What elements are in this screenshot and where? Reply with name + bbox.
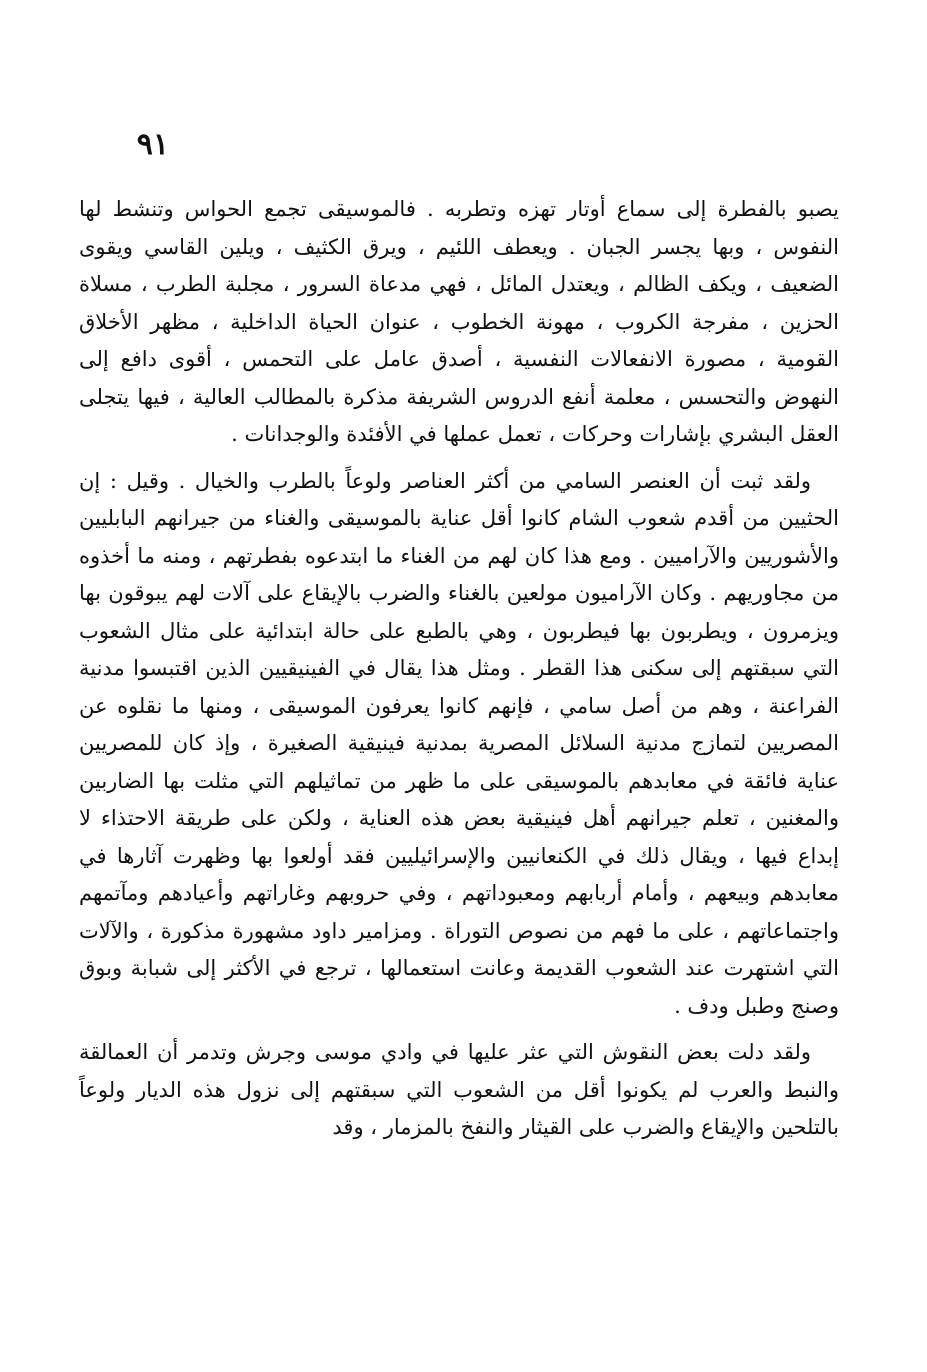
paragraph-semitic-peoples: ولقد ثبت أن العنصر السامي من أكثر العناصر ولوعاً بالطرب والخيال . وقيل : إن الحثيين من أقدم شعوب الشام كانوا أقل عناية بالموسيقى والغناء من جيرانهم البابليين والأشوريين والآراميين . ومع هذا كان لهم من الغناء ما ابتدعوه بفطرتهم ، ومنه ما أخذوه من مجاوريهم . وكان الآراميون مولعين بالغناء والضرب بالإيقاع على آلات لهم يبوقون بها ويزمرون ، ويطربون بها فيطربون ، وهي بالطبع على حالة ابتدائية على مثال الشعوب التي سبقتهم إلى سكنى هذا القطر . ومثل هذا يقال في الفينيقيين الذين اقتبسوا مدنية الفراعنة ، وهم من أصل سامي ، فإنهم كانوا يعرفون الموسيقى ، ومنها ما نقلوه عن المصريين لتمازج مدنية السلائل المصرية بمدنية فينيقية الصغيرة ، وإذ كان للمصريين عناية فائقة في معابدهم بالموسيقى على ما ظهر من تماثيلهم التي مثلت بها الضاربين والمغنين ، تعلم جيرانهم أهل فينيقية بعض هذه العناية ، ولكن على طريقة الاحتذاء لا إبداع فيها ، ويقال ذلك في الكنعانيين والإسرائيليين فقد أولعوا بها وظهرت آثارها في معابدهم وبيعهم ، وأمام أربابهم ومعبوداتهم ، وفي حروبهم وغاراتهم وأعيادهم ومآتمهم واجتماعاتهم ، على ما فهم من نصوص التوراة . ومزامير داود مشهورة مذكورة ، والآلات التي اشتهرت عند الشعوب القديمة وعانت استعمالها ، ترجع في الأكثر إلى شبابة وبوق وصنج وطبل ودف .	[79, 468, 839, 1018]
body-text	[79, 191, 839, 1156]
paragraph-music-virtues: يصبو بالفطرة إلى سماع أوتار تهزه وتطربه . فالموسيقى تجمع الحواس وتنشط لها النفوس ، وبها يجسر الجبان . ويعطف اللئيم ، ويرق الكثيف ، ويلين القاسي ويقوى الضعيف ، ويكف الظالم ، ويعتدل المائل ، فهي مدعاة السرور ، مجلبة الطرب ، مسلاة الحزين ، مفرجة الكروب ، مهونة الخطوب ، عنوان الحياة الداخلية ، مظهر الأخلاق القومية ، مصورة الانفعالات النفسية ، أصدق عامل على التحمس ، أقوى دافع إلى النهوض والتحسس ، معلمة أنفع الدروس الشريفة مذكرة بالمطالب العالية ، فيها يتجلى العقل البشري بإشارات وحركات ، تعمل عملها في الأفئدة والوجدانات .	[79, 197, 839, 446]
paragraph-inscriptions: ولقد دلت بعض النقوش التي عثر عليها في وادي موسى وجرش وتدمر أن العمالقة والنبط والعرب لم يكونوا أقل من الشعوب التي سبقتهم إلى نزول هذه الديار ولوعاً بالتلحين والإيقاع والضرب على القيثار والنفخ بالمزمار ، وقد	[79, 1040, 839, 1139]
page-number: ٩١	[136, 127, 169, 162]
